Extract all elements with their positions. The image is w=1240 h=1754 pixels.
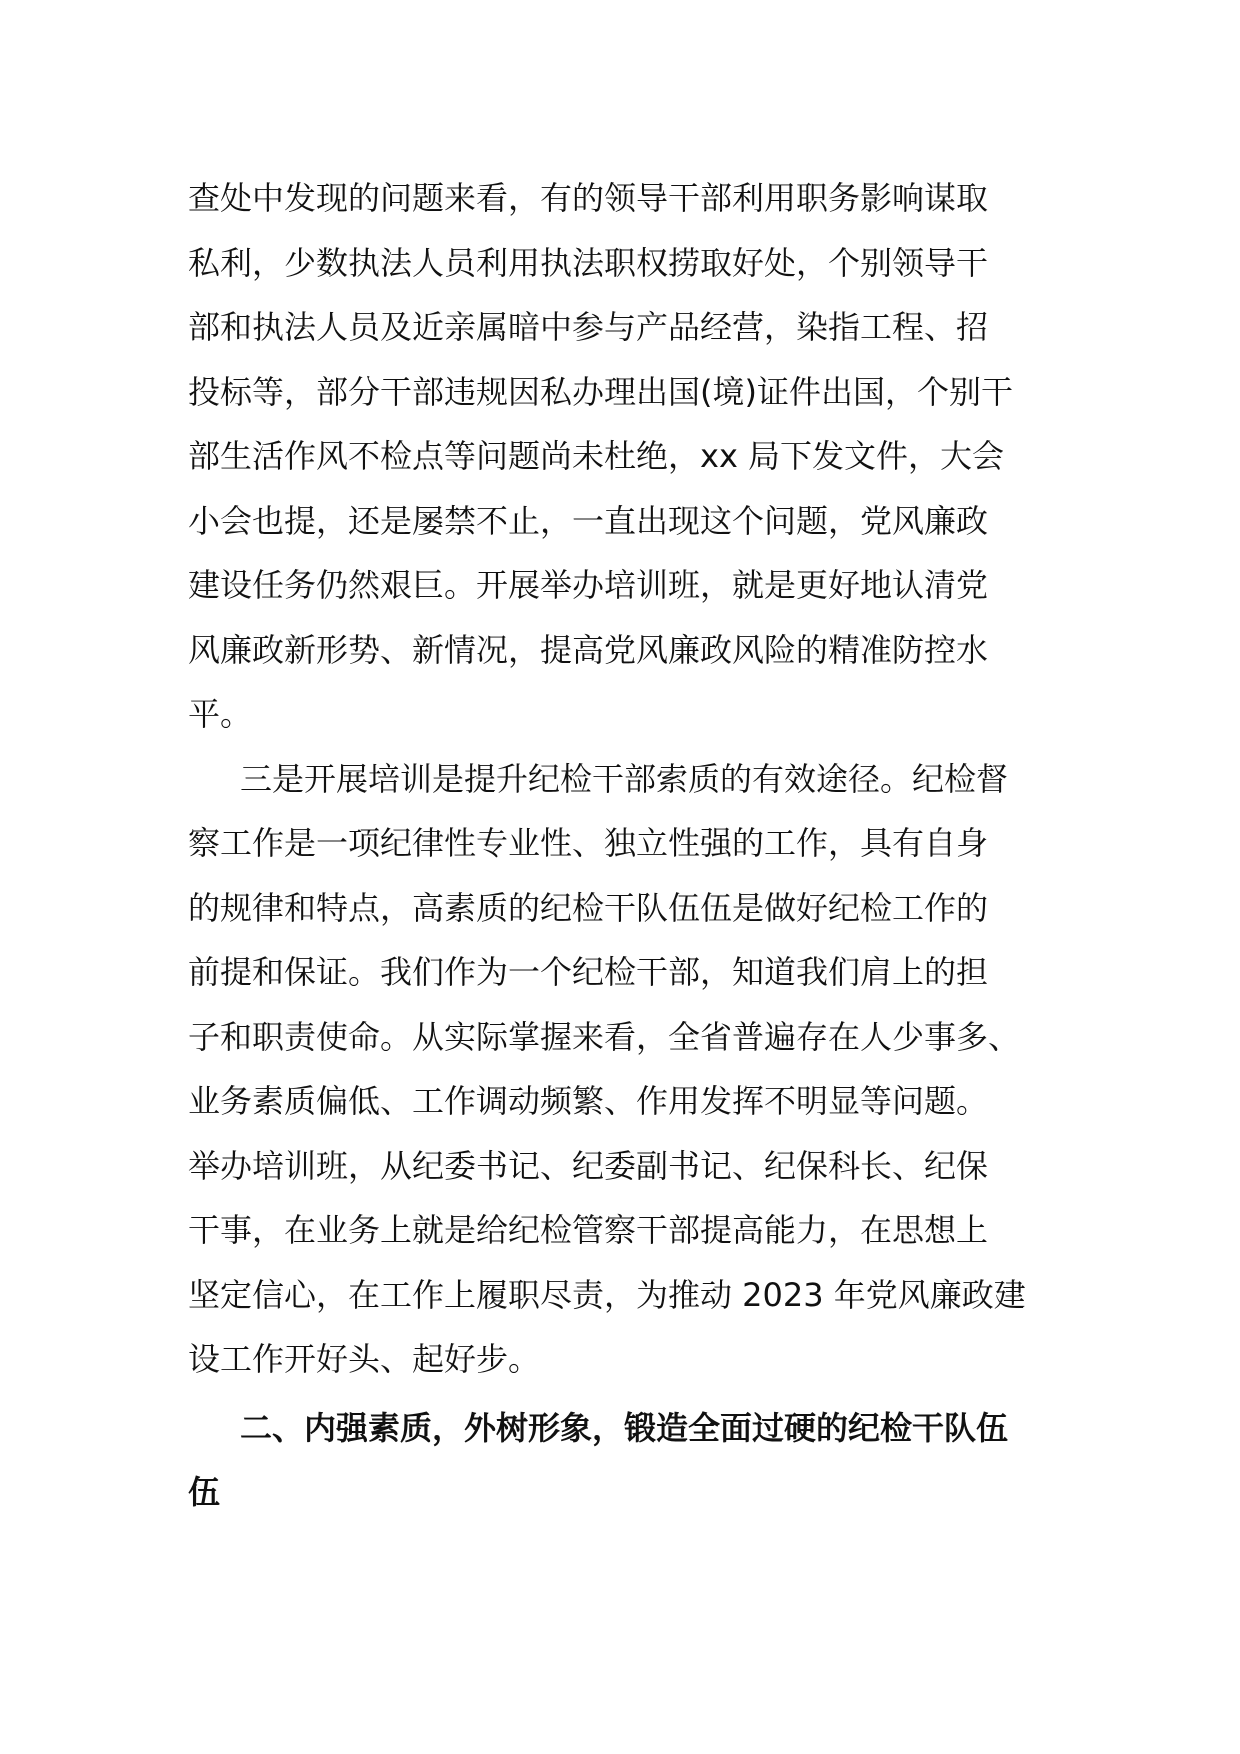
paragraph-problems: [188, 166, 1068, 747]
text-line: 举办培训班，从纪委书记、纪委副书记、纪保科长、纪保: [188, 1146, 989, 1185]
text-line: 干事，在业务上就是给纪检管察干部提高能力，在思想上: [188, 1211, 989, 1249]
text-line: 设工作开好头、起好步。: [188, 1340, 541, 1378]
text-line: 投标等，部分干部违规因私办理出国(境)证件出国，个别干: [188, 372, 1013, 411]
text-line: 小会也提，还是屡禁不止，一直出现这个问题，党风廉政: [188, 501, 989, 540]
text-line: 业务素质偏低、工作调动频繁、作用发挥不明显等问题。: [188, 1082, 989, 1120]
text-line: 三是开展培训是提升纪检干部索质的有效途径。纪检督: [240, 759, 1009, 798]
heading-line: 伍: [188, 1473, 221, 1511]
text-line: 查处中发现的问题来看，有的领导干部利用职务影响谋取: [188, 179, 989, 217]
text-line: 私利，少数执法人员利用执法职权捞取好处，个别领导干: [188, 243, 989, 282]
text-line: 风廉政新形势、新情况，提高党风廉政风险的精准防控水: [188, 630, 989, 669]
text-line: 部生活作风不检点等问题尚未杜绝，xx 局下发文件，大会: [188, 437, 1005, 475]
section-heading: [188, 1396, 1068, 1525]
text-line: 部和执法人员及近亲属暗中参与产品经营，染指工程、招: [188, 308, 989, 346]
text-line: 建设任务仍然艰巨。开展举办培训班，就是更好地认清党: [188, 566, 989, 604]
paragraph-training: [188, 747, 1068, 1392]
heading-line: 二、内强素质，外树形象，锻造全面过硬的纪检干队伍: [240, 1408, 1009, 1447]
document-body: [188, 166, 1068, 1525]
text-line: 前提和保证。我们作为一个纪检干部，知道我们肩上的担: [188, 953, 989, 991]
text-line: 的规律和特点，高素质的纪检干队伍伍是做好纪检工作的: [188, 888, 989, 927]
text-line: 坚定信心，在工作上履职尽责，为推动 2023 年党风廉政建: [188, 1275, 1026, 1314]
text-line: 察工作是一项纪律性专业性、独立性强的工作，具有自身: [188, 824, 989, 862]
text-line: 平。: [188, 695, 253, 733]
text-line: 子和职责使命。从实际掌握来看，全省普遍存在人少事多、: [188, 1017, 1021, 1056]
